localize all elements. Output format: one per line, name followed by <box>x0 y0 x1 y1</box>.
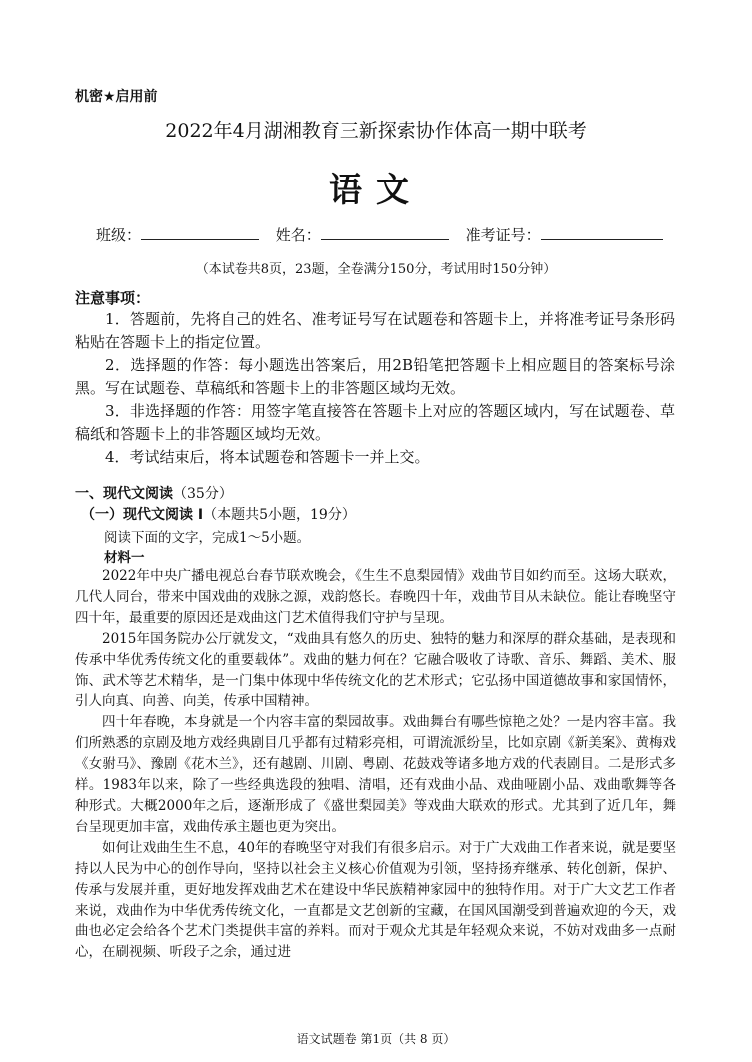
material-label: 材料一 <box>104 550 145 566</box>
notice-heading: 注意事项： <box>75 289 151 307</box>
confidential-mark: 机密★启用前 <box>75 89 158 105</box>
material-body <box>75 566 676 963</box>
name-label: 姓名： <box>275 226 321 244</box>
paragraph: 2015年国务院办公厅就发文，“戏曲具有悠久的历史、独特的魅力和深厚的群众基础，是表现和传承中华优秀传统文化的重要载体”。戏曲的魅力何在？它融合吸收了诗歌、音乐、舞蹈、美术、服饰、武术等艺术精华，是一门集中体现中华传统文化的艺术形式；它弘扬中国道德故事和家国情怀，引人向真、向善、向美，传承中国精神。 <box>75 630 676 710</box>
subsection-heading <box>81 504 356 524</box>
subsection-note: （本题共5小题，19分） <box>203 507 356 523</box>
reading-instruction: 阅读下面的文字，完成1～5小题。 <box>104 530 311 546</box>
class-blank[interactable] <box>141 225 259 240</box>
notice-list <box>75 308 675 469</box>
section-score: （35分） <box>173 486 233 502</box>
paragraph: 如何让戏曲生生不息，40年的春晚坚守对我们有很多启示。对于广大戏曲工作者来说，就是要坚持以人民为中心的创作导向，坚持以社会主义核心价值观为引领，坚持扬弃继承、转化创新，保护、传承与发展并重，更好地发挥戏曲艺术在建设中华民族精神家园中的独特作用。对于广大文艺工作者来说，戏曲作为中华优秀传统文化，一直都是文艺创新的宝藏，在国风国潮受到普遍欢迎的今天，戏曲也必定会给各个艺术门类提供丰富的养料。而对于观众尤其是年轻观众来说，不妨对戏曲多一点耐心，在刷视频、听段子之余，通过进 <box>75 839 676 961</box>
exam-note: （本试卷共8页，23题，全卷满分150分，考试用时150分钟） <box>195 262 557 277</box>
notice-item: 1．答题前，先将自己的姓名、准考证号写在试题卷和答题卡上，并将准考证号条形码粘贴在答题卡上的指定位置。 <box>75 310 675 351</box>
notice-item: 4．考试结束后，将本试题卷和答题卡一并上交。 <box>105 448 430 466</box>
notice-item: 2．选择题的作答：每小题选出答案后，用2B铅笔把答题卡上相应题目的答案标号涂黑。写在试题卷、草稿纸和答题卡上的非答题区域均无效。 <box>75 356 675 397</box>
subsection-title: （一）现代文阅读 I <box>81 507 204 523</box>
paragraph: 2022年中央广播电视总台春节联欢晚会，《生生不息梨园情》戏曲节目如约而至。这场大联欢，几代人同台，带来中国戏曲的戏脉之源，戏韵悠长。春晚四十年，戏曲节目从未缺位。能让春晚坚守四十年，最重要的原因还是戏曲这门艺术值得我们守护与呈现。 <box>75 568 676 626</box>
paragraph: 四十年春晚，本身就是一个内容丰富的梨园故事。戏曲舞台有哪些惊艳之处？一是内容丰富。我们所熟悉的京剧及地方戏经典剧目几乎都有过精彩亮相，可谓流派纷呈，比如京剧《新美案》、黄梅戏《女驸马》、豫剧《花木兰》，还有越剧、川剧、粤剧、花鼓戏等诸多地方戏的代表剧目。二是形式多样。1983年以来，除了一些经典选段的独唱、清唱，还有戏曲小品、戏曲哑剧小品、戏曲歌舞等各种形式。大概2000年之后，逐渐形成了《盛世梨园美》等戏曲大联欢的形式。尤其到了近几年，舞台呈现更加丰富，戏曲传承主题也更为突出。 <box>75 714 676 835</box>
class-label: 班级： <box>96 226 142 244</box>
name-blank[interactable] <box>321 225 449 240</box>
section-title: 一、现代文阅读 <box>75 486 173 502</box>
page-footer: 语文试题卷 第1页（共 8 页） <box>296 1032 456 1046</box>
section-heading <box>75 483 233 503</box>
exam-id-blank[interactable] <box>541 225 663 240</box>
exam-id-label: 准考证号： <box>465 226 541 244</box>
notice-item: 3．非选择题的作答：用签字笔直接答在答题卡上对应的答题区域内，写在试题卷、草稿纸和答题卡上的非答题区域均无效。 <box>75 402 675 443</box>
subject-title: 语文 <box>329 170 423 209</box>
candidate-info-row <box>96 224 663 245</box>
exam-title: 2022年4月湖湘教育三新探索协作体高一期中联考 <box>165 120 587 142</box>
